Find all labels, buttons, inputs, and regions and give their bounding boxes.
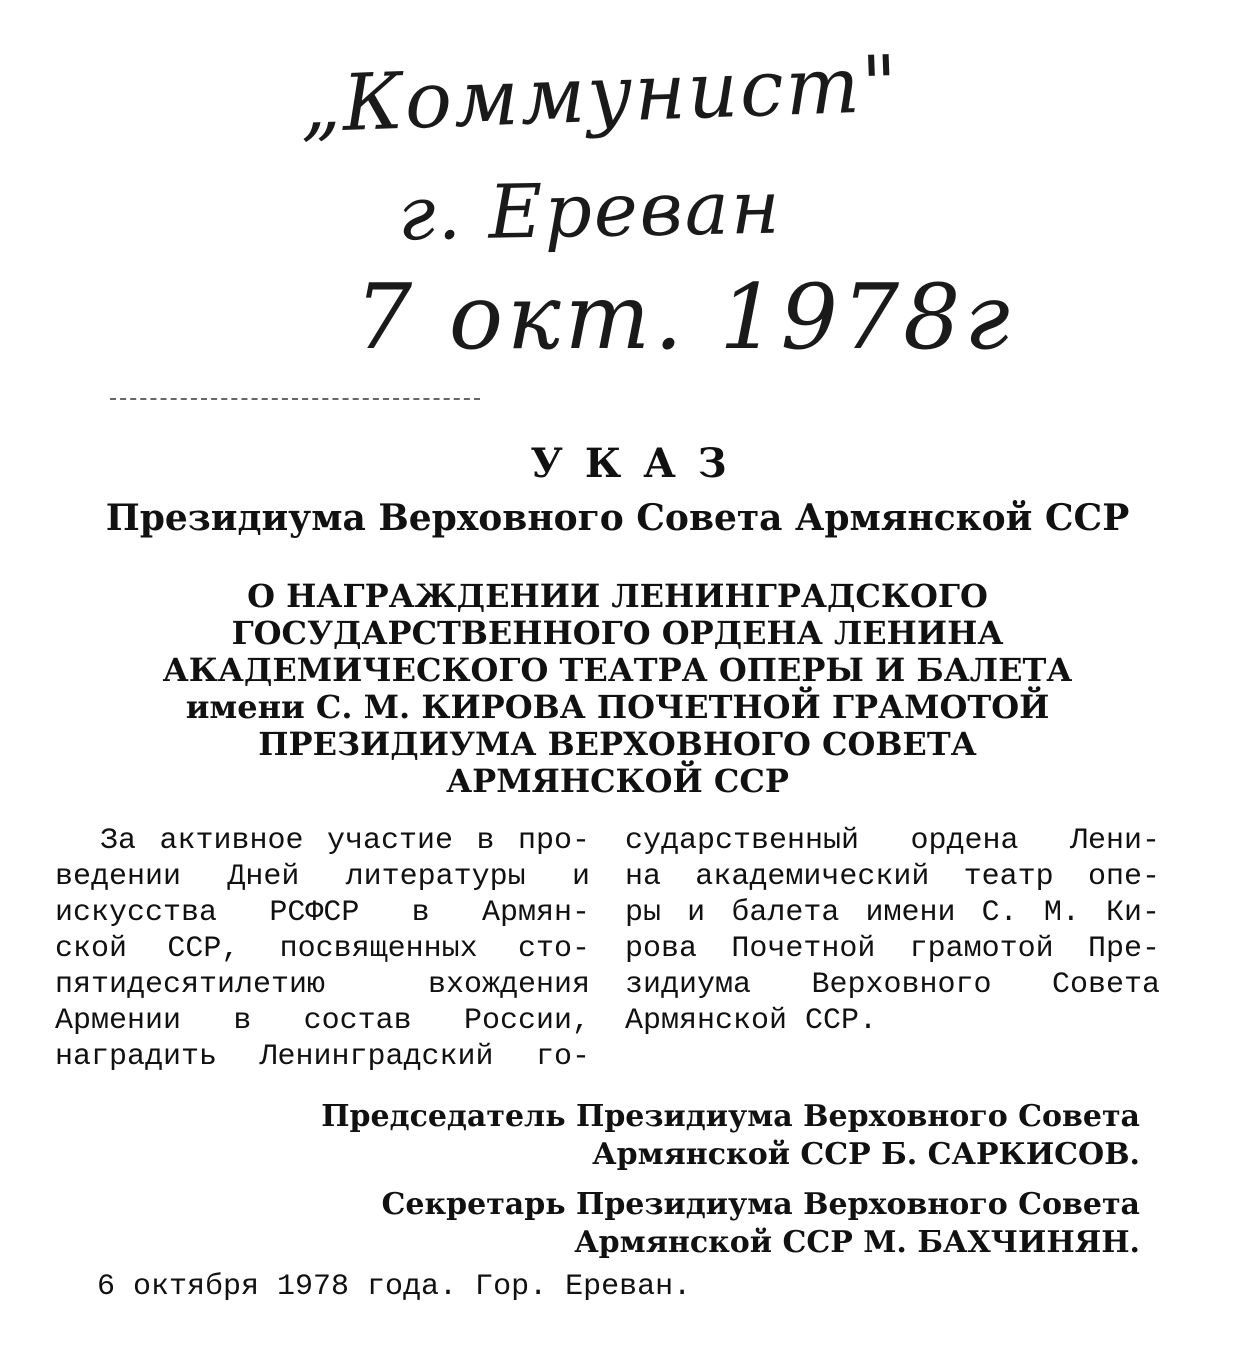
document-issuer: Президиума Верховного Совета Армянской ССР xyxy=(105,497,1130,539)
secretary-title: Секретарь Президиума Верховного Совета xyxy=(381,1187,1140,1222)
subject-line: имени С. М. КИРОВА ПОЧЕТНОЙ ГРАМОТОЙ xyxy=(185,688,1050,726)
body-line: ведении Дней литературы и xyxy=(55,860,590,894)
body-line: пятидесятилетию вхождения xyxy=(55,968,590,1002)
body-line: на академический театр опе- xyxy=(625,860,1160,894)
body-line: рова Почетной грамотой Пре- xyxy=(625,932,1160,966)
subject-line: АКАДЕМИЧЕСКОГО ТЕАТРА ОПЕРЫ И БАЛЕТА xyxy=(162,651,1073,689)
body-line: Армении в состав России, xyxy=(55,1004,590,1038)
subject-line: О НАГРАЖДЕНИИ ЛЕНИНГРАДСКОГО xyxy=(247,577,988,615)
body-line: зидиума Верховного Совета xyxy=(625,968,1160,1002)
handwritten-date: 7 окт. 1978г xyxy=(355,265,1014,370)
decree-dateline: 6 октября 1978 года. Гор. Ереван. xyxy=(97,1270,692,1304)
subject-line: АРМЯНСКОЙ ССР xyxy=(446,762,789,800)
chairman-title: Председатель Президиума Верховного Совета xyxy=(321,1099,1140,1134)
chairman-name: Армянской ССР Б. САРКИСОВ. xyxy=(592,1137,1140,1172)
body-line: За активное участие в про- xyxy=(100,824,590,858)
body-line: ры и балета имени С. М. Ки- xyxy=(625,896,1160,930)
document-title: УКАЗ xyxy=(530,440,749,487)
body-column-right xyxy=(625,823,1160,1039)
cut-line-divider xyxy=(110,398,480,400)
subject-line: ПРЕЗИДИУМА ВЕРХОВНОГО СОВЕТА xyxy=(258,725,977,763)
handwritten-city: г. Ереван xyxy=(397,164,783,258)
secretary-signature-block xyxy=(382,1186,1141,1262)
body-column-left xyxy=(55,823,590,1075)
subject-line: ГОСУДАРСТВЕННОГО ОРДЕНА ЛЕНИНА xyxy=(231,614,1004,652)
handwritten-newspaper-name: „Коммунист" xyxy=(298,39,901,151)
body-line: наградить Ленинградский го- xyxy=(55,1040,590,1074)
secretary-name: Армянской ССР М. БАХЧИНЯН. xyxy=(574,1225,1140,1260)
body-line: Армянской ССР. xyxy=(625,1004,878,1038)
chairman-signature-block xyxy=(321,1098,1140,1174)
body-line: сударственный ордена Лени- xyxy=(625,824,1160,858)
body-line: ской ССР, посвященных сто- xyxy=(55,932,590,966)
body-line: искусства РСФСР в Армян- xyxy=(55,896,590,930)
